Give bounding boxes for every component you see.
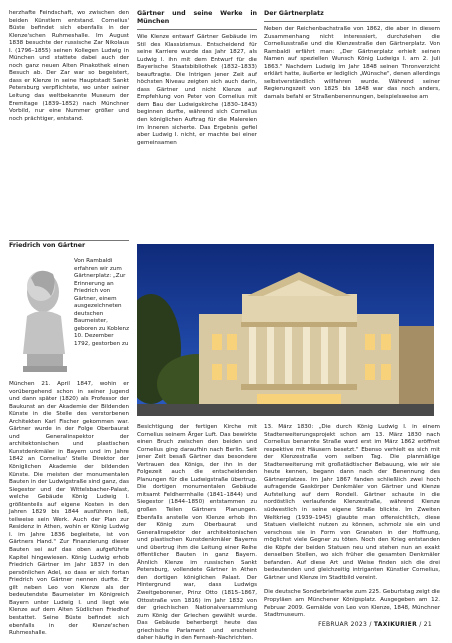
- gaertnerplatz-theater-photo: [137, 244, 434, 416]
- magazine-name: TAXIKURIER: [373, 621, 417, 628]
- article-paragraph: herzhafte Feindschaft, wo zwischen den beiden Künstlern entstand. Cornelius' Büste befindet sich ebenfalls in der Klenze'schen Ruhmeshalle. Im August 1838 besuchte der russische Zar Nikolaus I. (1796–1855) seinen Kollegen Ludwig in München und stattete dabei auch der noch ganz neuen Alten Pinakothek einen Besuch ab. Der Zar war so begeistert, dass er Klenze in seine Hauptstadt Sankt Petersburg verpflichtete, wo unter seiner Leitung das weltbekannte Museum der Eremitage (1839–1852) nach Münchner Vorbild, nur eine Nummer größer und noch prächtiger, entstand.: [9, 10, 129, 122]
- section-divider: [9, 240, 129, 241]
- section-heading: Friedrich von Gärtner: [9, 242, 86, 249]
- column-2-bottom: [137, 424, 257, 643]
- article-paragraph: Besichtigung der fertigen Kirche mit Cornelius seinem Ärger Luft. Das bewirkte einen Bruch zwischen den beiden und Cornelius ging daraufhin nach Berlin. Seit jener Zeit besaß Gärtner das besondere Vertrauen des Königs, der ihn in der Folgezeit auch die entscheidenden Planungen für die Ludwigstraße übertrug. Die dortigen monumentalen Gebäude mitsamt Feldherrnhalle (1841–1844) und Siegestor (1844–1850) entstammen zu großen Teilen Gärtners Planungen. Ebenfalls anstelle von Klenze erhob ihn der König zum Oberbaurat und Generalinspektor der architektonischen und plastischen Kunstdenkmäler Bayerns und übertrug ihm die Leitung einer Reihe öffentlicher Bauten in ganz Bayern. Ähnlich Klenze im russischen Sankt Petersburg, vollendete Gärtner in Athen den dortigen königlichen Palast. Der Hintergrund war, dass Ludwigs Zweitgeborener, Prinz Otto (1815–1867, Ottostraße von 1816) im Jahr 1832 von der griechischen Nationalversammlung zum König der Griechen gewählt wurde. Das Gebäude beherbergt heute das griechische Parlament und erscheint daher häufig in den Fernseh-Nachrichten.: [137, 424, 257, 642]
- gaertner-bust-photo: [9, 256, 71, 376]
- column-2-top: [137, 10, 257, 147]
- section-heading: Gärtner und seine Werke in München: [137, 10, 257, 30]
- article-paragraph: München 21. April 1847, wohin er vorübergehend schon in seiner Jugend und dann später (1820) als Professor der Baukunst an der Akademie der Bildenden Künste in die Stelle des verstorbenen Architekten Karl Fischer gekommen war. Gärtner wurde in der Folge Oberbaurat und Generalinspektor der architektonischen und plastischen Kunstdenkmäler in Bayern und im Jahre 1842 an Cornelius' Stelle Direktor der Königlichen Akademie der bildenden Künste. Die meisten der monumentalen Bauten in der Ludwigstraße sind ganz, das Siegestor und der Wittelsbacher-Palast, welche Gebäude König Ludwig I. größtenteils auf eigene Kosten in den Jahren 1829 bis 1844 ausführen ließ, teilweise sein Werk. Auch der Plan zur Residenz in Athen, wohin er König Ludwig I. im Jahre 1836 begleitete, ist von Gärtners Hand." Zur Finanzierung dieser Bauten sei auf das oben aufgeführte Kapitel hingewiesen. König Ludwig erhob Friedrich Gärtner im Jahr 1837 in den persönlichen Adel, so dass er sich fortan Friedrich von Gärtner nennen durfte. Er gilt neben Leo von Klenze als der bedeutendste Baumeister im Königreich Bayern unter Ludwig I. und liegt wie Klenze auf dem Alten Südlichen Friedhof bestattet. Seine Büste befindet sich ebenfalls in der Klenze'schen Ruhmeshalle.: [9, 381, 129, 637]
- footer-separator: /: [417, 621, 424, 628]
- article-paragraph: Neben der Reichenbachstraße von 1862, die aber in diesem Zusammenhang nicht interessiert, durchziehen die Corneliusstraße und die Klenzestraße den Gärtnerplatz. Von Rambaldi erfährt man: „Der Gärtnerplatz erhielt seinen Namen auf speziellen Wunsch König Ludwigs I. am 2. Juli 1863." Nachdem Ludwig im Jahr 1848 seinen Thronverzicht erklärt hatte, äußerte er lediglich „Wünsche", denen allerdings selbstverständlich willfahren wurde. Während seiner Regierungszeit von 1825 bis 1848 war das noch anders, damals befahl er Straßenbenennungen, beispielsweise am: [264, 26, 440, 100]
- article-paragraph: 13. März 1830: „Die durch König Ludwig I. in einem Stadterweiterungsprojekt schon am 13. März 1830 nach Cornelius benannte Straße ward erst im März 1862 eröffnet respektive mit Häusern besetzt." Ebenso verhielt es sich mit der Klenzestraße vom selben Tag. Die planmäßige Stadterweiterung mit großstädtischer Bebauung, wie wir sie heute kennen, begann dann nach der Benennung des Gärtnerplatzes. Im Jahr 1867 fanden schließlich zwei hoch aufragende Gaskörper Denkmäler von Gärtner und Klenze Aufstellung auf dem Rondell. Gärtner schaute in die nordöstlich verlaufende Klenzestraße, während Klenze südwestlich in seine eigene Straße blickte. Im Zweiten Weltkrieg (1939–1945) glaubte man offensichtlich, diese Statuen vielleicht nutzen zu können, schmolz sie ein und verschoss sie in Form von Granaten in der Hoffnung, möglichst viele Gegner zu töten. Noch den Krieg entstanden die Köpfe der beiden Statuen neu und stehen nun an exakt denselben Stellen, wo sich früher die gesamten Denkmäler befanden. Auf diese Art und Weise finden sich die drei bedeutenden und gleichzeitig intriganten Künstler Cornelius, Gärtner und Klenze im Stadtbild vereint.: [264, 424, 440, 581]
- page-number: 21: [423, 621, 432, 628]
- stamp-caption: Die deutsche Sonderbriefmarke zum 225. Geburtstag zeigt die Propyläen am Münchener Königsplatz. Ausgegeben am 12. Februar 2009. Gemälde von Leo von Klenze, 1848, Münchner Stadtmuseum.: [264, 589, 440, 619]
- bust-caption-text: [74, 258, 129, 349]
- article-paragraph: Wie Klenze entwarf Gärtner Gebäude im Stil des Klassizismus. Entscheidend für seine Karriere wurde das Jahr 1827, als Ludwig I. ihn mit dem Entwurf für die Bayerische Staatsbibliothek (1832–1833) beauftragte. Die Intrigen jener Zeit auf höchsten Niveau zeigten sich auch darin, dass Gärtner und nicht Klenze auf Empfehlung von Peter von Cornelius mit dem Bau der Ludwigskirche (1830–1843) beginnen durfte, während sich Cornelius den königlichen Auftrag für die Malereien im Inneren sicherte. Das Ergebnis gefiel aber Ludwig I. nicht, er machte bei einer gemeinsamen: [137, 34, 257, 146]
- issue-date: FEBRUAR 2023: [318, 621, 368, 628]
- section-heading: Der Gärtnerplatz: [264, 10, 440, 22]
- column-3-bottom: [264, 424, 440, 620]
- column-3-top: [264, 10, 440, 101]
- footer-separator: /: [367, 621, 374, 628]
- section-heading-gaertner: [9, 242, 129, 250]
- column-1-bottom: [9, 381, 129, 638]
- column-1-top: [9, 10, 129, 123]
- article-paragraph: Von Rambaldi erfahren wir zum Gärtnerplatz: „Zur Erinnerung an Friedrich von Gärtner, einem ausgezeichneten deutschen Baumeister, geboren zu Koblenz 10. Dezember 1792, gestorben zu: [74, 258, 130, 348]
- page-footer: [318, 621, 432, 628]
